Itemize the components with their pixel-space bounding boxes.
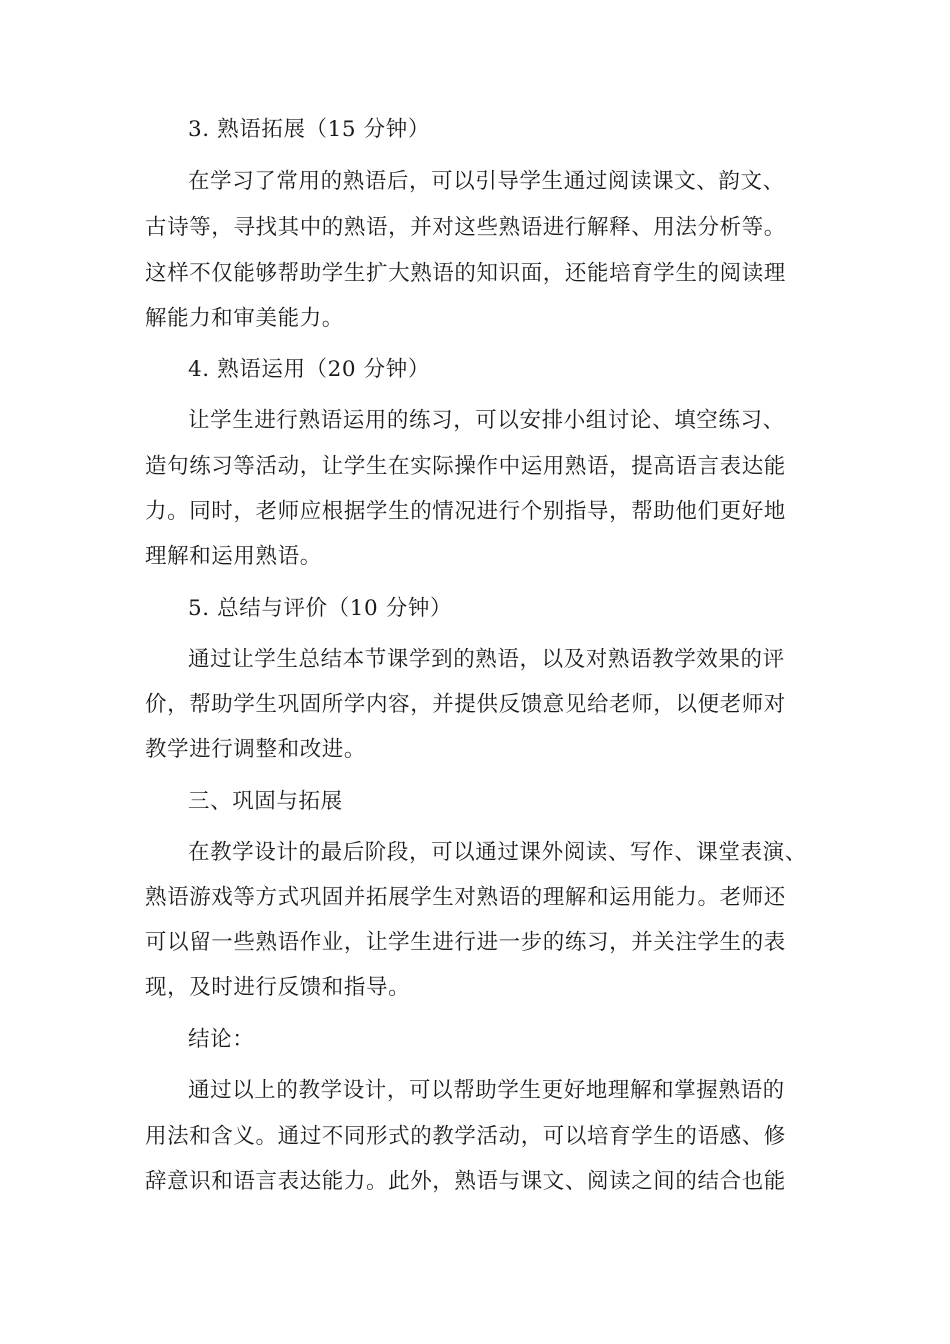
- paragraph-line: 辞意识和语言表达能力。此外，熟语与课文、阅读之间的结合也能: [145, 1169, 786, 1194]
- paragraph-line: 让学生进行熟语运用的练习，可以安排小组讨论、填空练习、: [188, 408, 785, 433]
- paragraph-line: 用法和含义。通过不同形式的教学活动，可以培育学生的语感、修: [145, 1124, 786, 1149]
- paragraph-line: 在学习了常用的熟语后，可以引导学生通过阅读课文、韵文、: [188, 169, 785, 194]
- paragraph-line: 可以留一些熟语作业，让学生进行进一步的练习，并关注学生的表: [145, 930, 786, 955]
- section-heading-3-main: 三、巩固与拓展: [188, 789, 343, 814]
- paragraph-line: 古诗等，寻找其中的熟语，并对这些熟语进行解释、用法分析等。: [145, 215, 786, 240]
- paragraph-line: 现，及时进行反馈和指导。: [145, 975, 411, 1000]
- paragraph-line: 力。同时，老师应根据学生的情况进行个别指导，帮助他们更好地: [145, 499, 786, 524]
- paragraph-line: 在教学设计的最后阶段，可以通过课外阅读、写作、课堂表演、: [188, 840, 807, 865]
- paragraph-line: 通过让学生总结本节课学到的熟语，以及对熟语教学效果的评: [188, 647, 785, 672]
- paragraph-line: 通过以上的教学设计，可以帮助学生更好地理解和掌握熟语的: [188, 1078, 785, 1103]
- paragraph-line: 这样不仅能够帮助学生扩大熟语的知识面，还能培育学生的阅读理: [145, 261, 786, 286]
- section-heading-5: 5. 总结与评价（10 分钟）: [188, 596, 453, 621]
- section-heading-3: 3. 熟语拓展（15 分钟）: [188, 117, 430, 142]
- paragraph-line: 熟语游戏等方式巩固并拓展学生对熟语的理解和运用能力。老师还: [145, 885, 786, 910]
- conclusion-heading: 结论：: [188, 1027, 255, 1052]
- paragraph-line: 造句练习等活动，让学生在实际操作中运用熟语，提高语言表达能: [145, 454, 786, 479]
- paragraph-line: 理解和运用熟语。: [145, 544, 322, 569]
- paragraph-line: 价，帮助学生巩固所学内容，并提供反馈意见给老师，以便老师对: [145, 692, 786, 717]
- paragraph-line: 解能力和审美能力。: [145, 306, 344, 331]
- paragraph-line: 教学进行调整和改进。: [145, 737, 367, 762]
- section-heading-4: 4. 熟语运用（20 分钟）: [188, 357, 430, 382]
